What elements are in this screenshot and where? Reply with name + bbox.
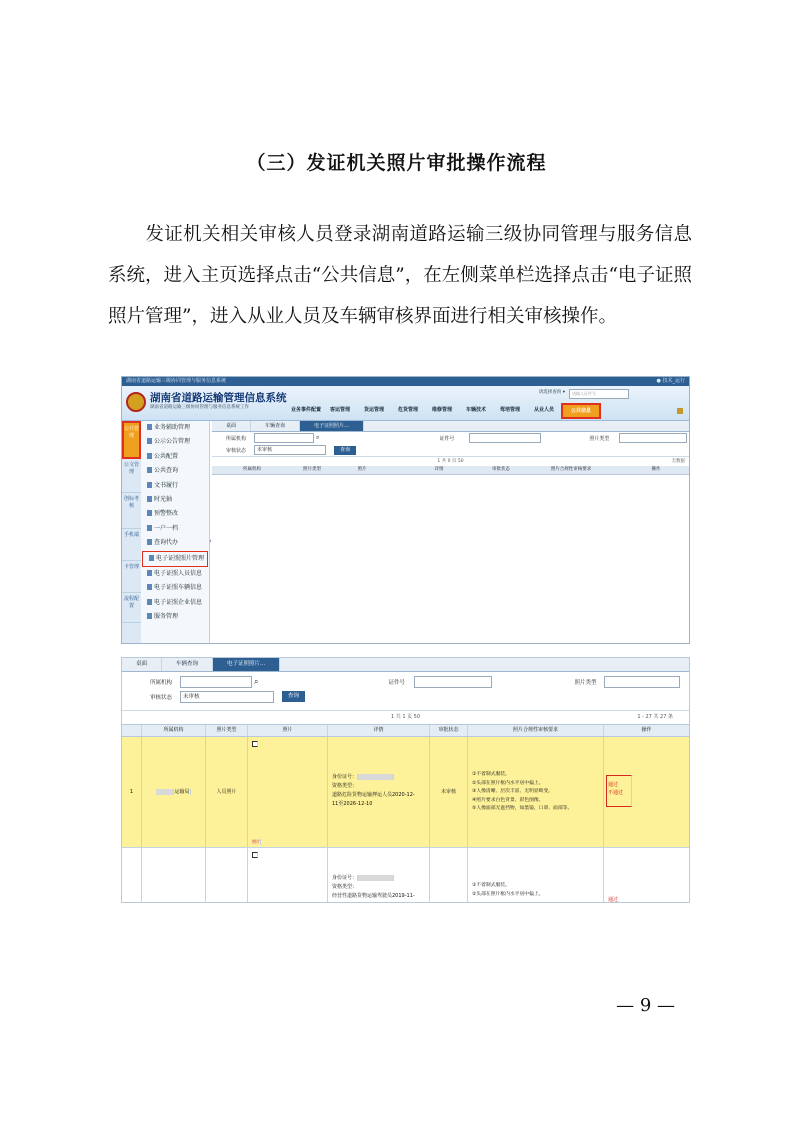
filter-row-1 [212, 432, 689, 444]
menu-item[interactable]: 一户一档 [141, 522, 209, 536]
menu-item[interactable]: 文书履行 [141, 479, 209, 493]
search-input[interactable]: 请输入证件号 [569, 389, 629, 399]
menu-item[interactable]: 时光轴 [141, 493, 209, 507]
org-label: 所属机构 [150, 679, 173, 686]
system-subtitle: 湖南省道路运输三级协同管理与服务信息系统工作 [150, 405, 249, 410]
emblem-icon [126, 392, 146, 412]
search-icon[interactable]: ⌕ [254, 676, 259, 686]
tab-photo-management[interactable]: 电子证照照片... [213, 658, 280, 671]
quick-query-select[interactable]: 请选择查询 ▾ [538, 390, 565, 395]
nav-item[interactable]: 业务事件配置 [290, 407, 321, 413]
no-data-label: 无数据 [671, 459, 685, 464]
detail-cell: 身份证号： 资格类型： 道路危险货物运输押运人员2020-12- 11至2026-12-10 [328, 737, 430, 847]
content-area [212, 421, 689, 643]
menu-item[interactable]: 预警整改 [141, 507, 209, 521]
category-public[interactable]: 公共管理 [122, 421, 141, 459]
reject-link[interactable]: 不通过 [608, 790, 624, 796]
tab-desktop[interactable]: 桌面 [212, 421, 251, 431]
filter-row-2 [212, 444, 689, 456]
tab-photo-management[interactable]: 电子证照照片... [300, 421, 364, 431]
type-label: 照片类型 [589, 435, 610, 442]
menu-item[interactable]: 服务管理 [141, 610, 209, 624]
type-select[interactable] [619, 433, 687, 443]
cert-label: 证件号 [439, 435, 455, 442]
category-flow[interactable]: 流程配置 [122, 593, 141, 623]
cert-input[interactable] [414, 676, 492, 688]
status-label: 审核状态 [226, 447, 247, 454]
menu-item[interactable]: 公共配置 [141, 450, 209, 464]
menu-item[interactable]: 业务辅助管理 [141, 421, 209, 435]
nav-item[interactable]: 维修管理 [431, 407, 452, 413]
cert-label: 证件号 [388, 679, 405, 686]
menu-item[interactable]: 查询代办 [141, 536, 209, 550]
category-card[interactable]: 卡管理 [122, 561, 141, 593]
menu-item[interactable]: 电子证照车辆信息 [141, 581, 209, 595]
table-row: 1 运输局 人员照片 照片 身份证号： 资格类型： 道路危险货物运输押运人员2020-12- 11至2026-12-10 未审核 ①不着制式服装。 ②头部在照片框内水平居中偏上。 ③人像清晰、层次丰富、无明显畸变。 ④照片要求白色背景、彩色图像。 ⑤人像面部无遮挡物，如墨镜、口罩、面部等。 通过 不通过 [122, 737, 689, 848]
top-bar [122, 377, 689, 386]
photo-link[interactable]: 照片 [252, 839, 260, 844]
tab-vehicle-query[interactable]: 车辆查询 [251, 421, 300, 431]
tab-desktop[interactable]: 桌面 [122, 658, 162, 671]
category-docs[interactable]: 公文管理 [122, 459, 141, 493]
table-header: 所属机构 照片类型 照片 详情 审批状态 照片合规性审核要求 操作 [212, 466, 689, 475]
table-header: 所属机构 照片类型 照片 详情 审批状态 照片合规性审核要求 操作 [122, 724, 689, 737]
menu-item[interactable]: 公共查询 [141, 464, 209, 478]
photo-type-cell: 人员照片 [206, 737, 248, 847]
ops-cell [604, 737, 689, 847]
nav-item[interactable]: 车辆技术 [465, 407, 486, 413]
system-screenshot-main [121, 376, 690, 644]
pager: 1 共 1 页 50 1 - 27 共 27 条 [122, 710, 689, 724]
menu-item[interactable]: 公示公告管理 [141, 435, 209, 449]
status-select[interactable]: 未审核 [180, 691, 274, 703]
query-button[interactable]: 查询 [334, 446, 356, 455]
left-menu [141, 421, 210, 643]
status-cell: 未审核 [430, 737, 468, 847]
org-input[interactable] [180, 676, 252, 688]
nav-item[interactable]: 客运管理 [329, 407, 350, 413]
query-button[interactable]: 查询 [282, 691, 305, 702]
photo-cell [248, 737, 328, 847]
filter-row-2 [122, 689, 689, 704]
approve-link[interactable]: 通过 [608, 897, 619, 903]
menu-item-photo-management[interactable]: 电子证照照片管理 [142, 551, 208, 567]
body-paragraph: 发证机关相关审核人员登录湖南道路运输三级协同管理与服务信息系统，进入主页选择点击“公共信息”，在左侧菜单栏选择点击“电子证照照片管理”，进入从业人员及车辆审核界面进行相关审核操作。 [108, 224, 692, 327]
approve-link[interactable]: 通过 [608, 782, 619, 788]
main-nav [289, 406, 601, 419]
menu-item[interactable]: 电子证照企业信息 [141, 596, 209, 610]
org-label: 所属机构 [226, 435, 247, 442]
type-select[interactable] [604, 676, 680, 688]
collapse-arrow-icon[interactable]: ‹ [209, 537, 212, 545]
range-label: 1 - 27 共 27 条 [637, 714, 673, 720]
topbar-title: 湖南省道路运输三级协同管理与服务信息系统 [126, 378, 227, 384]
tab-bar [212, 421, 689, 432]
nav-item-public-info[interactable]: 公共信息 [561, 403, 601, 419]
requirements-cell: ①不着制式服装。 ②头部在照片框内水平居中偏上。 [468, 848, 604, 903]
nav-item[interactable]: 驾培管理 [499, 407, 520, 413]
system-screenshot-detail [121, 657, 690, 903]
tab-vehicle-query[interactable]: 车辆查询 [162, 658, 213, 671]
org-cell: 运输局 [142, 737, 206, 847]
category-mobile[interactable]: 手机端 [122, 529, 141, 561]
pager: 1 共 0 页 50 无数据 [212, 456, 689, 466]
user-label[interactable]: ● 技术_运行 [656, 378, 685, 384]
cert-input[interactable] [469, 433, 541, 443]
type-label: 照片类型 [574, 679, 597, 686]
page-number: — 9 — [616, 995, 675, 1016]
photo-thumbnail-icon[interactable] [252, 741, 258, 747]
status-label: 审核状态 [150, 694, 173, 701]
section-heading: （三）发证机关照片审批操作流程 [246, 152, 547, 174]
menu-item[interactable]: 电子证照人员信息 [141, 567, 209, 581]
requirements-cell: ①不着制式服装。 ②头部在照片框内水平居中偏上。 ③人像清晰、层次丰富、无明显畸变。 ④照片要求白色背景、彩色图像。 ⑤人像面部无遮挡物，如墨镜、口罩、面部等。 [468, 737, 604, 847]
system-title: 湖南省道路运输管理信息系统 [150, 392, 287, 404]
category-assess[interactable]: 创标考核 [122, 493, 141, 529]
grid-menu-icon[interactable] [677, 408, 683, 414]
nav-item[interactable]: 从业人员 [533, 407, 554, 413]
status-select[interactable]: 未审核 [254, 445, 326, 455]
photo-thumbnail-icon[interactable] [252, 852, 258, 858]
nav-item[interactable]: 货运管理 [363, 407, 384, 413]
category-sidebar [122, 421, 141, 643]
filter-row-1 [122, 674, 689, 689]
nav-item[interactable]: 危货管理 [397, 407, 418, 413]
tab-bar [122, 658, 689, 672]
system-banner [122, 386, 689, 421]
org-input[interactable] [254, 433, 314, 443]
search-icon[interactable]: ⌕ [316, 434, 320, 441]
detail-cell: 身份证号： 资格类型： 经营性道路货物运输驾驶员2019-11- [328, 848, 430, 903]
table-row [122, 848, 689, 903]
